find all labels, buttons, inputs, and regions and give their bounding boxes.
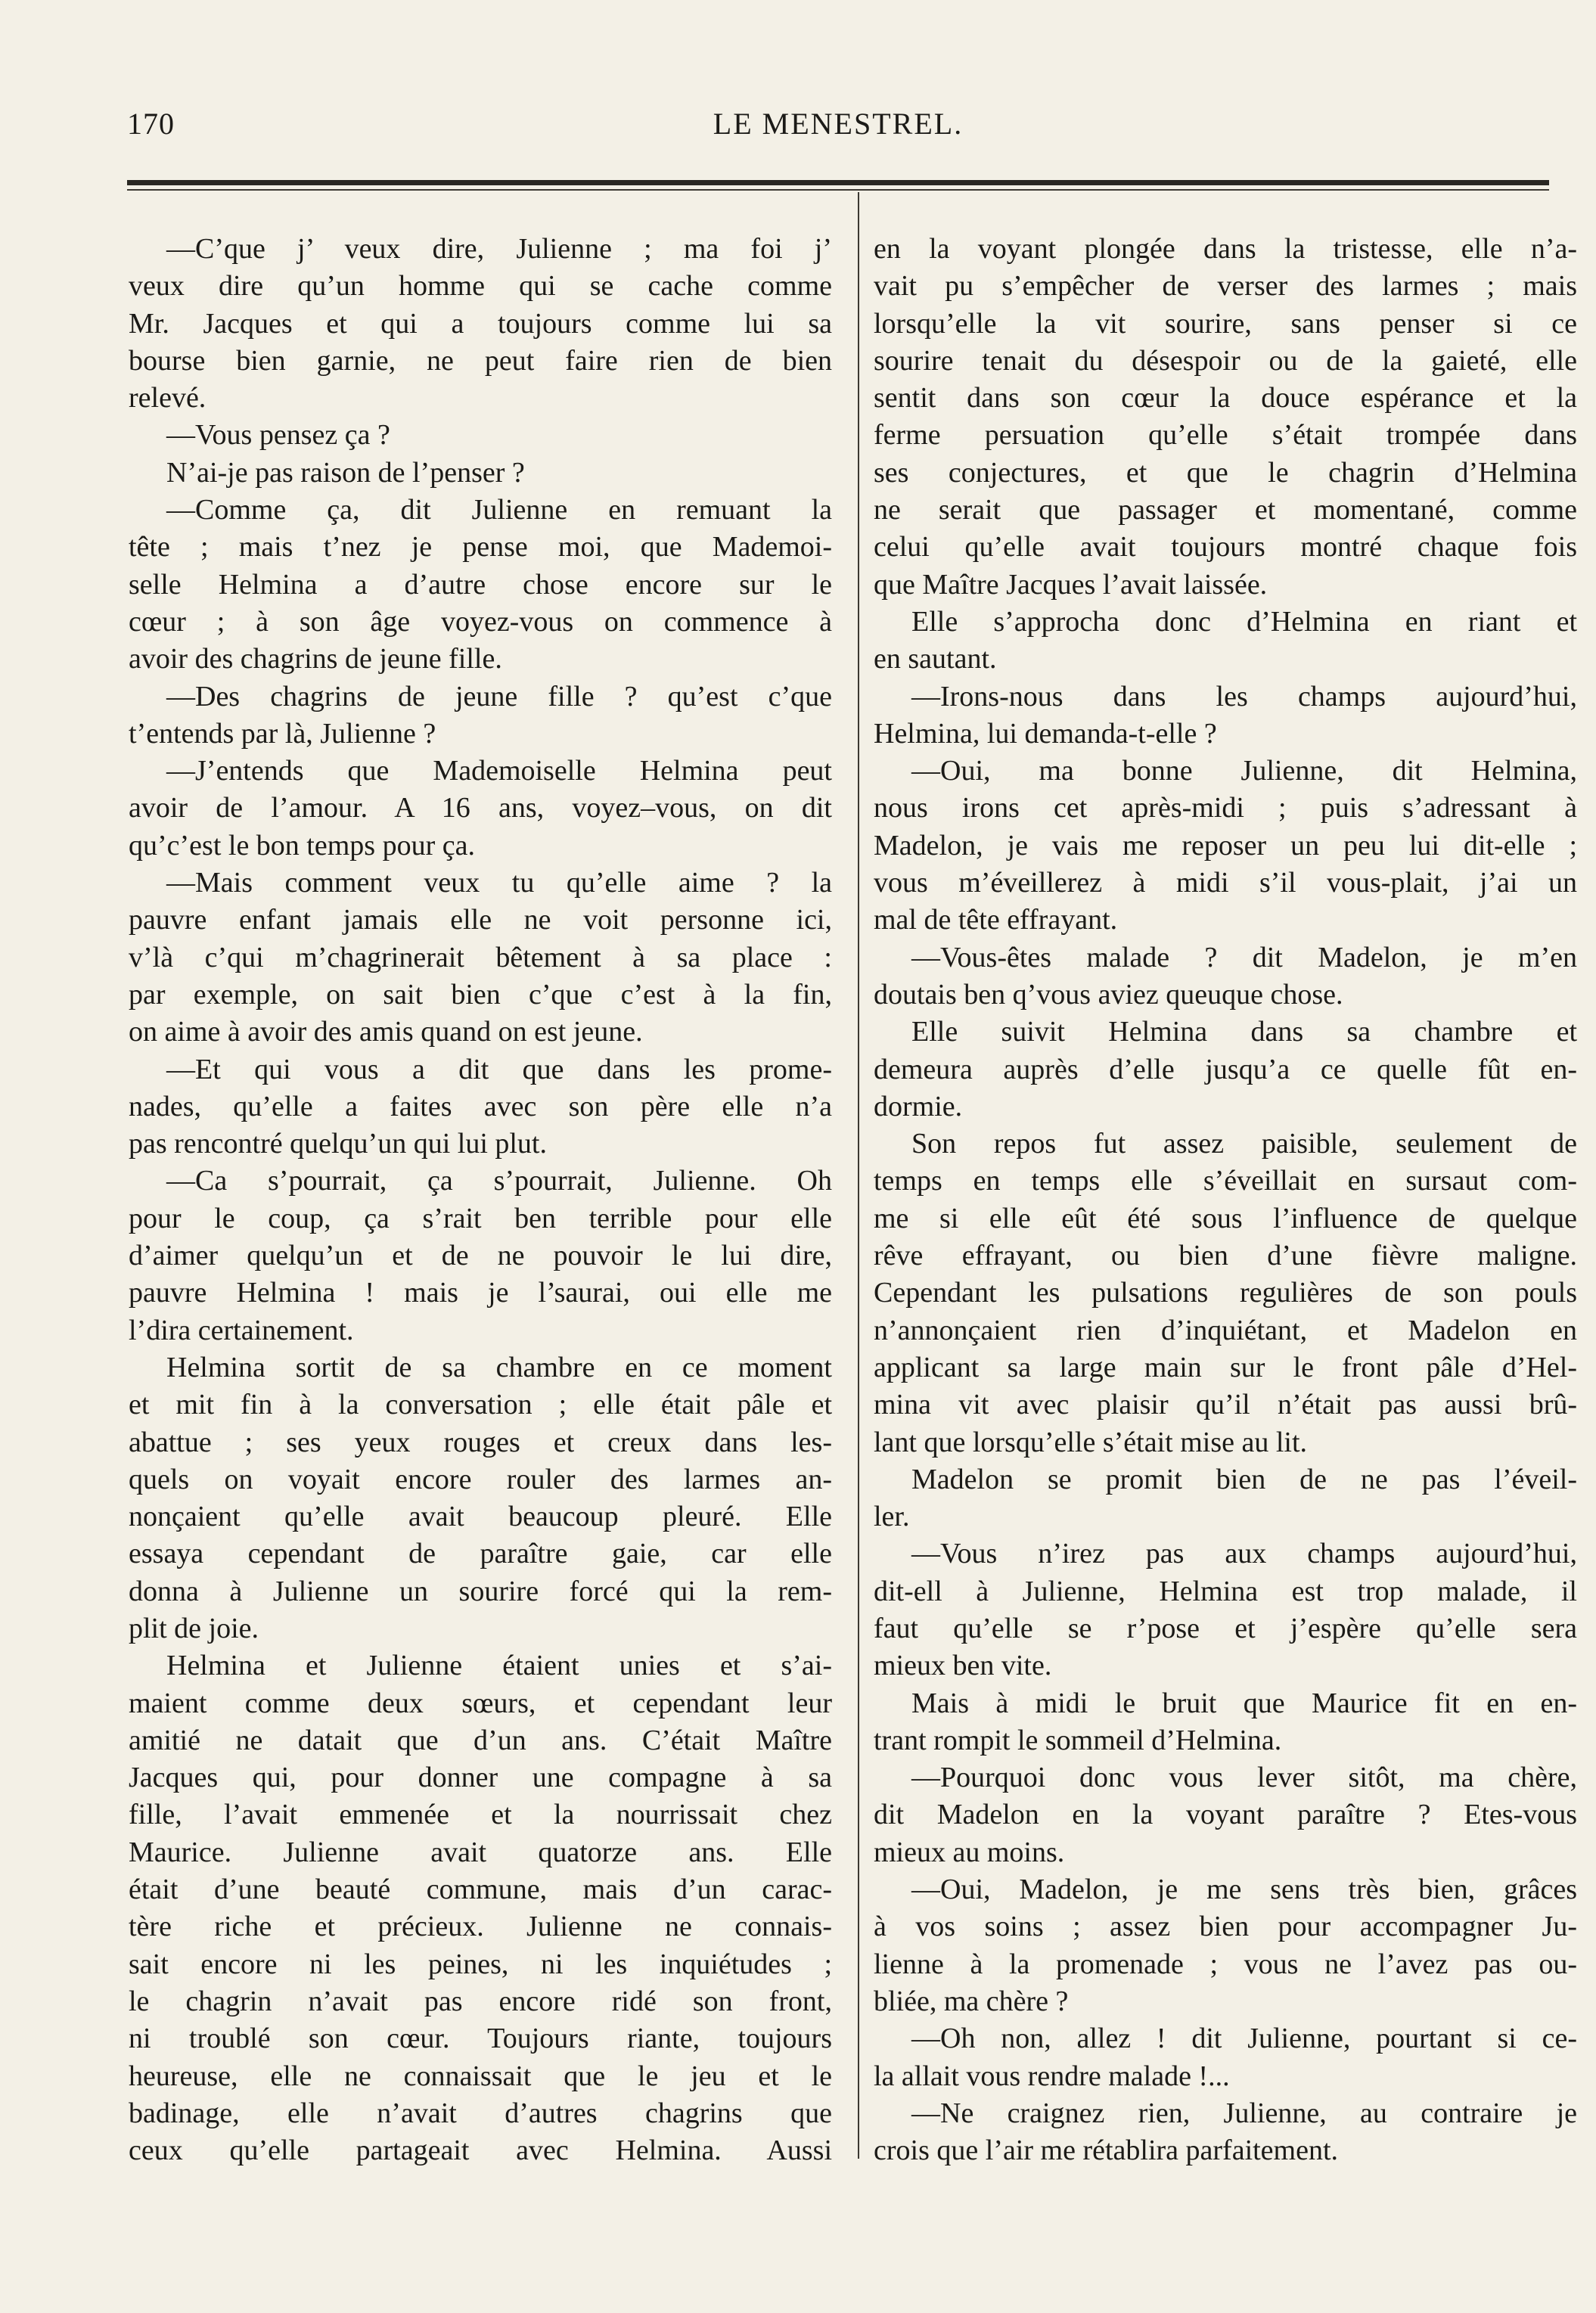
text-line: bliée, ma chère ? [874, 1985, 1069, 2017]
text-line: en sautant. [874, 643, 997, 675]
text-line: applicant sa large main sur le front pâle d’Hel- [874, 1351, 1577, 1383]
text-line: Cependant les pulsations regulières de son pouls [874, 1277, 1577, 1309]
text-line: tère riche et précieux. Julienne ne connais- [129, 1911, 832, 1943]
text-line: sait encore ni les peines, ni les inquiétudes ; [129, 1948, 832, 1980]
text-line: selle Helmina a d’autre chose encore sur le [129, 568, 832, 601]
text-line: —Comme ça, dit Julienne en remuant la [166, 494, 832, 526]
page-number: 170 [127, 107, 175, 141]
text-line: en la voyant plongée dans la tristesse, elle n’a- [874, 233, 1577, 265]
text-line: pauvre Helmina ! mais je l’saurai, oui elle me [129, 1277, 832, 1309]
text-line: vous m’éveillerez à midi s’il vous-plait, j’ai un [874, 867, 1577, 899]
text-line: Madelon se promit bien de ne pas l’éveil- [911, 1463, 1577, 1495]
text-line: —Oui, ma bonne Julienne, dit Helmina, [911, 755, 1577, 787]
text-line: Helmina, lui demanda-t-elle ? [874, 717, 1217, 750]
text-line: n’annonçaient rien d’inquiétant, et Madelon en [874, 1314, 1577, 1346]
text-line: —Irons-nous dans les champs aujourd’hui, [911, 680, 1577, 713]
text-line: doutais ben q’vous aviez queuque chose. [874, 978, 1343, 1011]
text-line: relevé. [129, 382, 206, 414]
text-line: vait pu s’empêcher de verser des larmes ; mais [874, 270, 1577, 303]
text-line: Jacques qui, pour donner une compagne à sa [129, 1762, 832, 1794]
text-line: —Pourquoi donc vous lever sitôt, ma chère, [911, 1762, 1577, 1794]
page-header [127, 106, 1549, 151]
text-line: —Oui, Madelon, je me sens très bien, grâces [911, 1874, 1577, 1906]
left-column [129, 231, 832, 2169]
text-line: Madelon, je vais me reposer un peu lui dit-elle ; [874, 829, 1577, 862]
text-line: cœur ; à son âge voyez-vous on commence à [129, 605, 832, 638]
text-line: plit de joie. [129, 1612, 259, 1644]
text-line: mieux ben vite. [874, 1650, 1052, 1682]
text-line: —Oh non, allez ! dit Julienne, pourtant si ce- [911, 2023, 1577, 2055]
text-line: pauvre enfant jamais elle ne voit personne ici, [129, 904, 832, 936]
text-line: N’ai-je pas raison de l’penser ? [166, 456, 525, 489]
text-line: que Maître Jacques l’avait laissée. [874, 568, 1268, 601]
text-line: l’dira certainement. [129, 1314, 354, 1346]
text-line: v’là c’qui m’chagrinerait bêtement à sa place : [129, 941, 832, 973]
text-line: à vos soins ; assez bien pour accompagner Ju- [874, 1911, 1577, 1943]
text-line: avoir de l’amour. A 16 ans, voyez–vous, on dit [129, 792, 832, 824]
text-line: trant rompit le sommeil d’Helmina. [874, 1724, 1282, 1756]
text-line: faut qu’elle se r’pose et j’espère qu’elle sera [874, 1612, 1577, 1644]
text-line: —C’que j’ veux dire, Julienne ; ma foi j’ [166, 233, 832, 265]
text-line: heureuse, elle ne connaissait que le jeu et le [129, 2060, 832, 2092]
text-line: la allait vous rendre malade !... [874, 2060, 1230, 2092]
column-divider [858, 192, 859, 2159]
text-line: Son repos fut assez paisible, seulement de [911, 1128, 1577, 1160]
text-line: rêve effrayant, ou bien d’une fièvre maligne. [874, 1240, 1577, 1272]
text-line: lant que lorsqu’elle s’était mise au lit. [874, 1426, 1308, 1458]
text-line: ne serait que passager et momentané, comme [874, 494, 1577, 526]
text-line: mina vit avec plaisir qu’il n’était pas aussi brû- [874, 1389, 1577, 1421]
text-line: tête ; mais t’nez je pense moi, que Mademoi- [129, 531, 832, 564]
text-line: nades, qu’elle a faites avec son père elle n’a [129, 1090, 832, 1122]
text-line: —Vous n’irez pas aux champs aujourd’hui, [911, 1538, 1577, 1570]
text-line: sentit dans son cœur la douce espérance et la [874, 382, 1577, 414]
text-line: était d’une beauté commune, mais d’un carac- [129, 1874, 832, 1906]
text-line: —Ne craignez rien, Julienne, au contraire je [911, 2097, 1577, 2129]
text-line: crois que l’air me rétablira parfaitement. [874, 2134, 1339, 2167]
text-line: essaya cependant de paraître gaie, car elle [129, 1538, 832, 1570]
running-title: LE MENESTREL. [713, 107, 964, 141]
text-line: —Mais comment veux tu qu’elle aime ? la [166, 867, 832, 899]
text-line: et mit fin à la conversation ; elle était pâle et [129, 1389, 832, 1421]
text-line: lienne à la promenade ; vous ne l’avez pas ou- [874, 1948, 1577, 1980]
text-line: Mais à midi le bruit que Maurice fit en en- [911, 1687, 1577, 1719]
text-line: temps en temps elle s’éveillait en sursaut com- [874, 1165, 1577, 1197]
text-line: pas rencontré quelqu’un qui lui plut. [129, 1128, 547, 1160]
right-column [874, 231, 1577, 2169]
text-line: veux dire qu’un homme qui se cache comme [129, 270, 832, 303]
text-line: Helmina sortit de sa chambre en ce moment [166, 1351, 832, 1383]
text-line: Mr. Jacques et qui a toujours comme lui sa [129, 307, 832, 340]
text-line: avoir des chagrins de jeune fille. [129, 643, 502, 675]
text-line: quels on voyait encore rouler des larmes an- [129, 1463, 832, 1495]
text-line: lorsqu’elle la vit sourire, sans penser si ce [874, 307, 1577, 340]
header-rule-thin [127, 189, 1549, 191]
text-line: —J’entends que Mademoiselle Helmina peut [166, 755, 832, 787]
text-line: —Ca s’pourrait, ça s’pourrait, Julienne. Oh [166, 1165, 832, 1197]
text-line: nonçaient qu’elle avait beaucoup pleuré. Elle [129, 1501, 832, 1533]
text-line: demeura auprès d’elle jusqu’a ce quelle fût en- [874, 1053, 1577, 1085]
text-line: —Et qui vous a dit que dans les prome- [166, 1053, 832, 1085]
text-line: d’aimer quelqu’un et de ne pouvoir le lui dire, [129, 1240, 832, 1272]
text-line: Elle suivit Helmina dans sa chambre et [911, 1016, 1577, 1048]
text-line: sourire tenait du désespoir ou de la gaieté, elle [874, 344, 1577, 377]
text-line: ferme persuation qu’elle s’était trompée dans [874, 419, 1577, 452]
text-line: mal de tête effrayant. [874, 904, 1118, 936]
text-line: pour le coup, ça s’rait ben terrible pour elle [129, 1202, 832, 1234]
text-line: ses conjectures, et que le chagrin d’Helmina [874, 456, 1577, 489]
text-line: mieux au moins. [874, 1836, 1065, 1868]
text-line: par exemple, on sait bien c’que c’est à la fin, [129, 978, 832, 1011]
text-line: ni troublé son cœur. Toujours riante, toujours [129, 2023, 832, 2055]
text-line: me si elle eût été sous l’influence de quelque [874, 1202, 1577, 1234]
text-line: celui qu’elle avait toujours montré chaque fois [874, 531, 1577, 564]
text-line: Elle s’approcha donc d’Helmina en riant et [911, 605, 1577, 638]
text-line: le chagrin n’avait pas encore ridé son front, [129, 1985, 832, 2017]
text-line: ceux qu’elle partageait avec Helmina. Aussi [129, 2134, 832, 2167]
text-line: dit Madelon en la voyant paraître ? Etes-vous [874, 1799, 1577, 1831]
text-line: fille, l’avait emmenée et la nourrissait chez [129, 1799, 832, 1831]
text-line: —Vous pensez ça ? [166, 419, 390, 452]
header-rule [127, 180, 1549, 185]
text-line: Helmina et Julienne étaient unies et s’ai- [166, 1650, 832, 1682]
text-line: dit-ell à Julienne, Helmina est trop malade, il [874, 1575, 1577, 1607]
text-line: Maurice. Julienne avait quatorze ans. Elle [129, 1836, 832, 1868]
text-line: —Vous-êtes malade ? dit Madelon, je m’en [911, 941, 1577, 973]
text-line: on aime à avoir des amis quand on est jeune. [129, 1016, 643, 1048]
text-line: ler. [874, 1501, 910, 1533]
text-line: maient comme deux sœurs, et cependant leur [129, 1687, 832, 1719]
text-line: qu’c’est le bon temps pour ça. [129, 829, 475, 862]
text-line: abattue ; ses yeux rouges et creux dans les- [129, 1426, 832, 1458]
text-line: —Des chagrins de jeune fille ? qu’est c’que [166, 680, 832, 713]
text-line: badinage, elle n’avait d’autres chagrins que [129, 2097, 832, 2129]
text-line: dormie. [874, 1090, 963, 1122]
text-line: amitié ne datait que d’un ans. C’était Maître [129, 1724, 832, 1756]
text-line: bourse bien garnie, ne peut faire rien de bien [129, 344, 832, 377]
text-line: t’entends par là, Julienne ? [129, 717, 436, 750]
text-line: donna à Julienne un sourire forcé qui la rem- [129, 1575, 832, 1607]
text-line: nous irons cet après-midi ; puis s’adressant à [874, 792, 1577, 824]
